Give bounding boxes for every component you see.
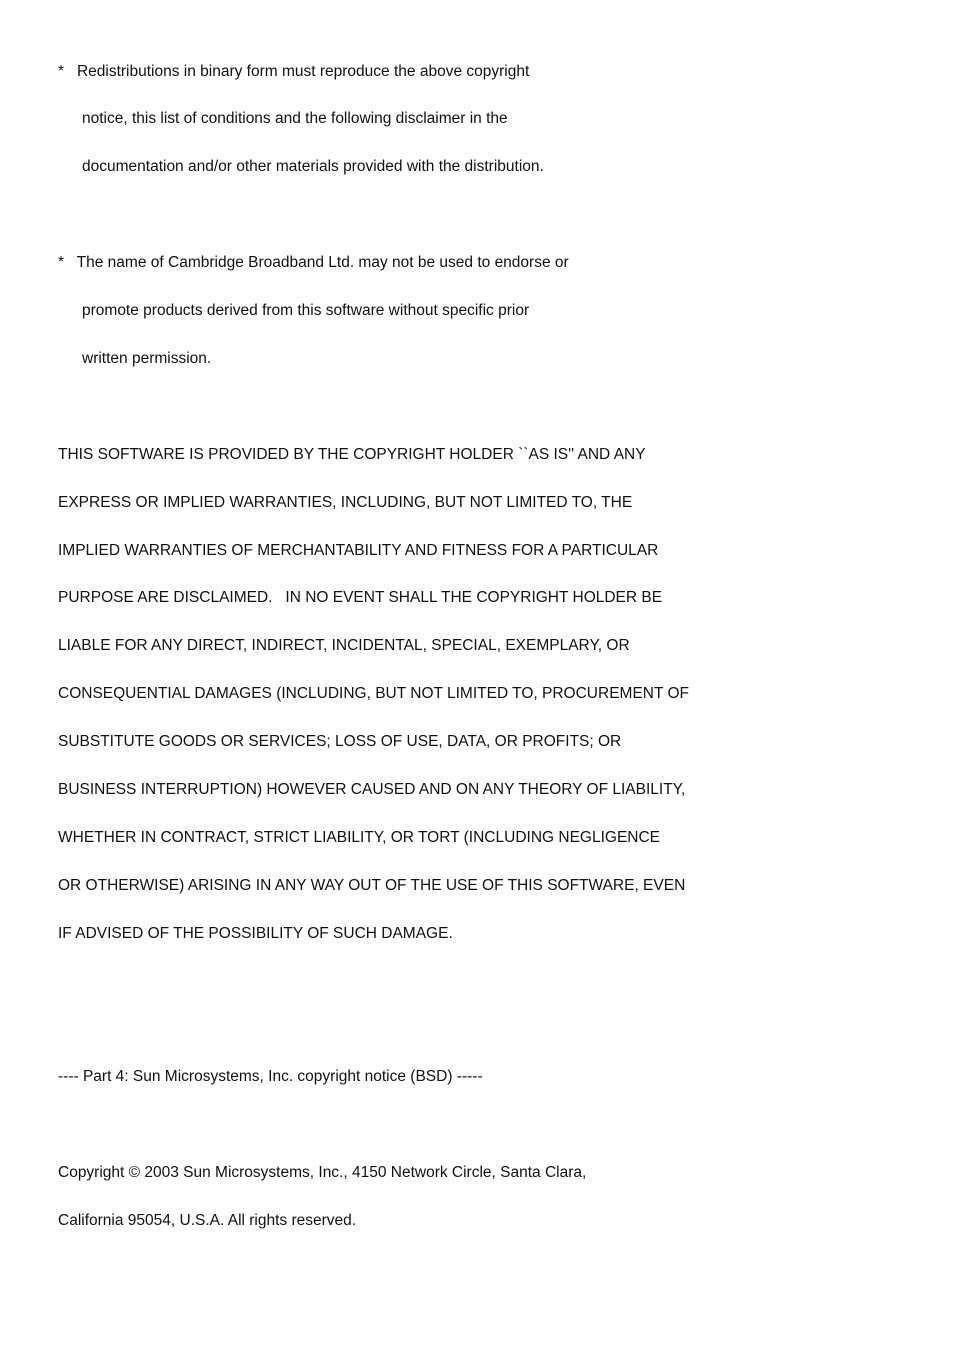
disclaimer-line-9: WHETHER IN CONTRACT, STRICT LIABILITY, OR TORT (INCLUDING NEGLIGENCE <box>58 829 661 846</box>
bullet-1-line-3: documentation and/or other materials provided with the distribution. <box>82 158 544 175</box>
bullet-1-line-1: * Redistributions in binary form must reproduce the above copyright <box>58 63 530 80</box>
disclaimer-line-3: IMPLIED WARRANTIES OF MERCHANTABILITY AND FITNESS FOR A PARTICULAR <box>58 542 659 559</box>
bullet-2-line-3: written permission. <box>82 350 212 367</box>
disclaimer-line-7: SUBSTITUTE GOODS OR SERVICES; LOSS OF USE, DATA, OR PROFITS; OR <box>58 733 622 750</box>
disclaimer-line-5: LIABLE FOR ANY DIRECT, INDIRECT, INCIDENTAL, SPECIAL, EXEMPLARY, OR <box>58 637 630 654</box>
disclaimer-line-4: PURPOSE ARE DISCLAIMED. IN NO EVENT SHALL THE COPYRIGHT HOLDER BE <box>58 589 663 606</box>
disclaimer-line-1: THIS SOFTWARE IS PROVIDED BY THE COPYRIGHT HOLDER ``AS IS'' AND ANY <box>58 446 646 463</box>
bullet-2-line-1: * The name of Cambridge Broadband Ltd. may not be used to endorse or <box>58 254 569 271</box>
disclaimer-line-8: BUSINESS INTERRUPTION) HOWEVER CAUSED AND ON ANY THEORY OF LIABILITY, <box>58 781 686 798</box>
copyright-line-1: Copyright © 2003 Sun Microsystems, Inc., 4150 Network Circle, Santa Clara, <box>58 1164 587 1181</box>
disclaimer-line-10: OR OTHERWISE) ARISING IN ANY WAY OUT OF THE USE OF THIS SOFTWARE, EVEN <box>58 877 686 894</box>
bullet-2-line-2: promote products derived from this software without specific prior <box>82 302 530 319</box>
part-heading: ---- Part 4: Sun Microsystems, Inc. copyright notice (BSD) ----- <box>58 1068 483 1085</box>
disclaimer-line-2: EXPRESS OR IMPLIED WARRANTIES, INCLUDING, BUT NOT LIMITED TO, THE <box>58 494 633 511</box>
disclaimer-line-11: IF ADVISED OF THE POSSIBILITY OF SUCH DAMAGE. <box>58 925 453 942</box>
copyright-line-2: California 95054, U.S.A. All rights reserved. <box>58 1212 357 1229</box>
bullet-1-line-2: notice, this list of conditions and the following disclaimer in the <box>82 110 508 127</box>
disclaimer-line-6: CONSEQUENTIAL DAMAGES (INCLUDING, BUT NOT LIMITED TO, PROCUREMENT OF <box>58 685 689 702</box>
